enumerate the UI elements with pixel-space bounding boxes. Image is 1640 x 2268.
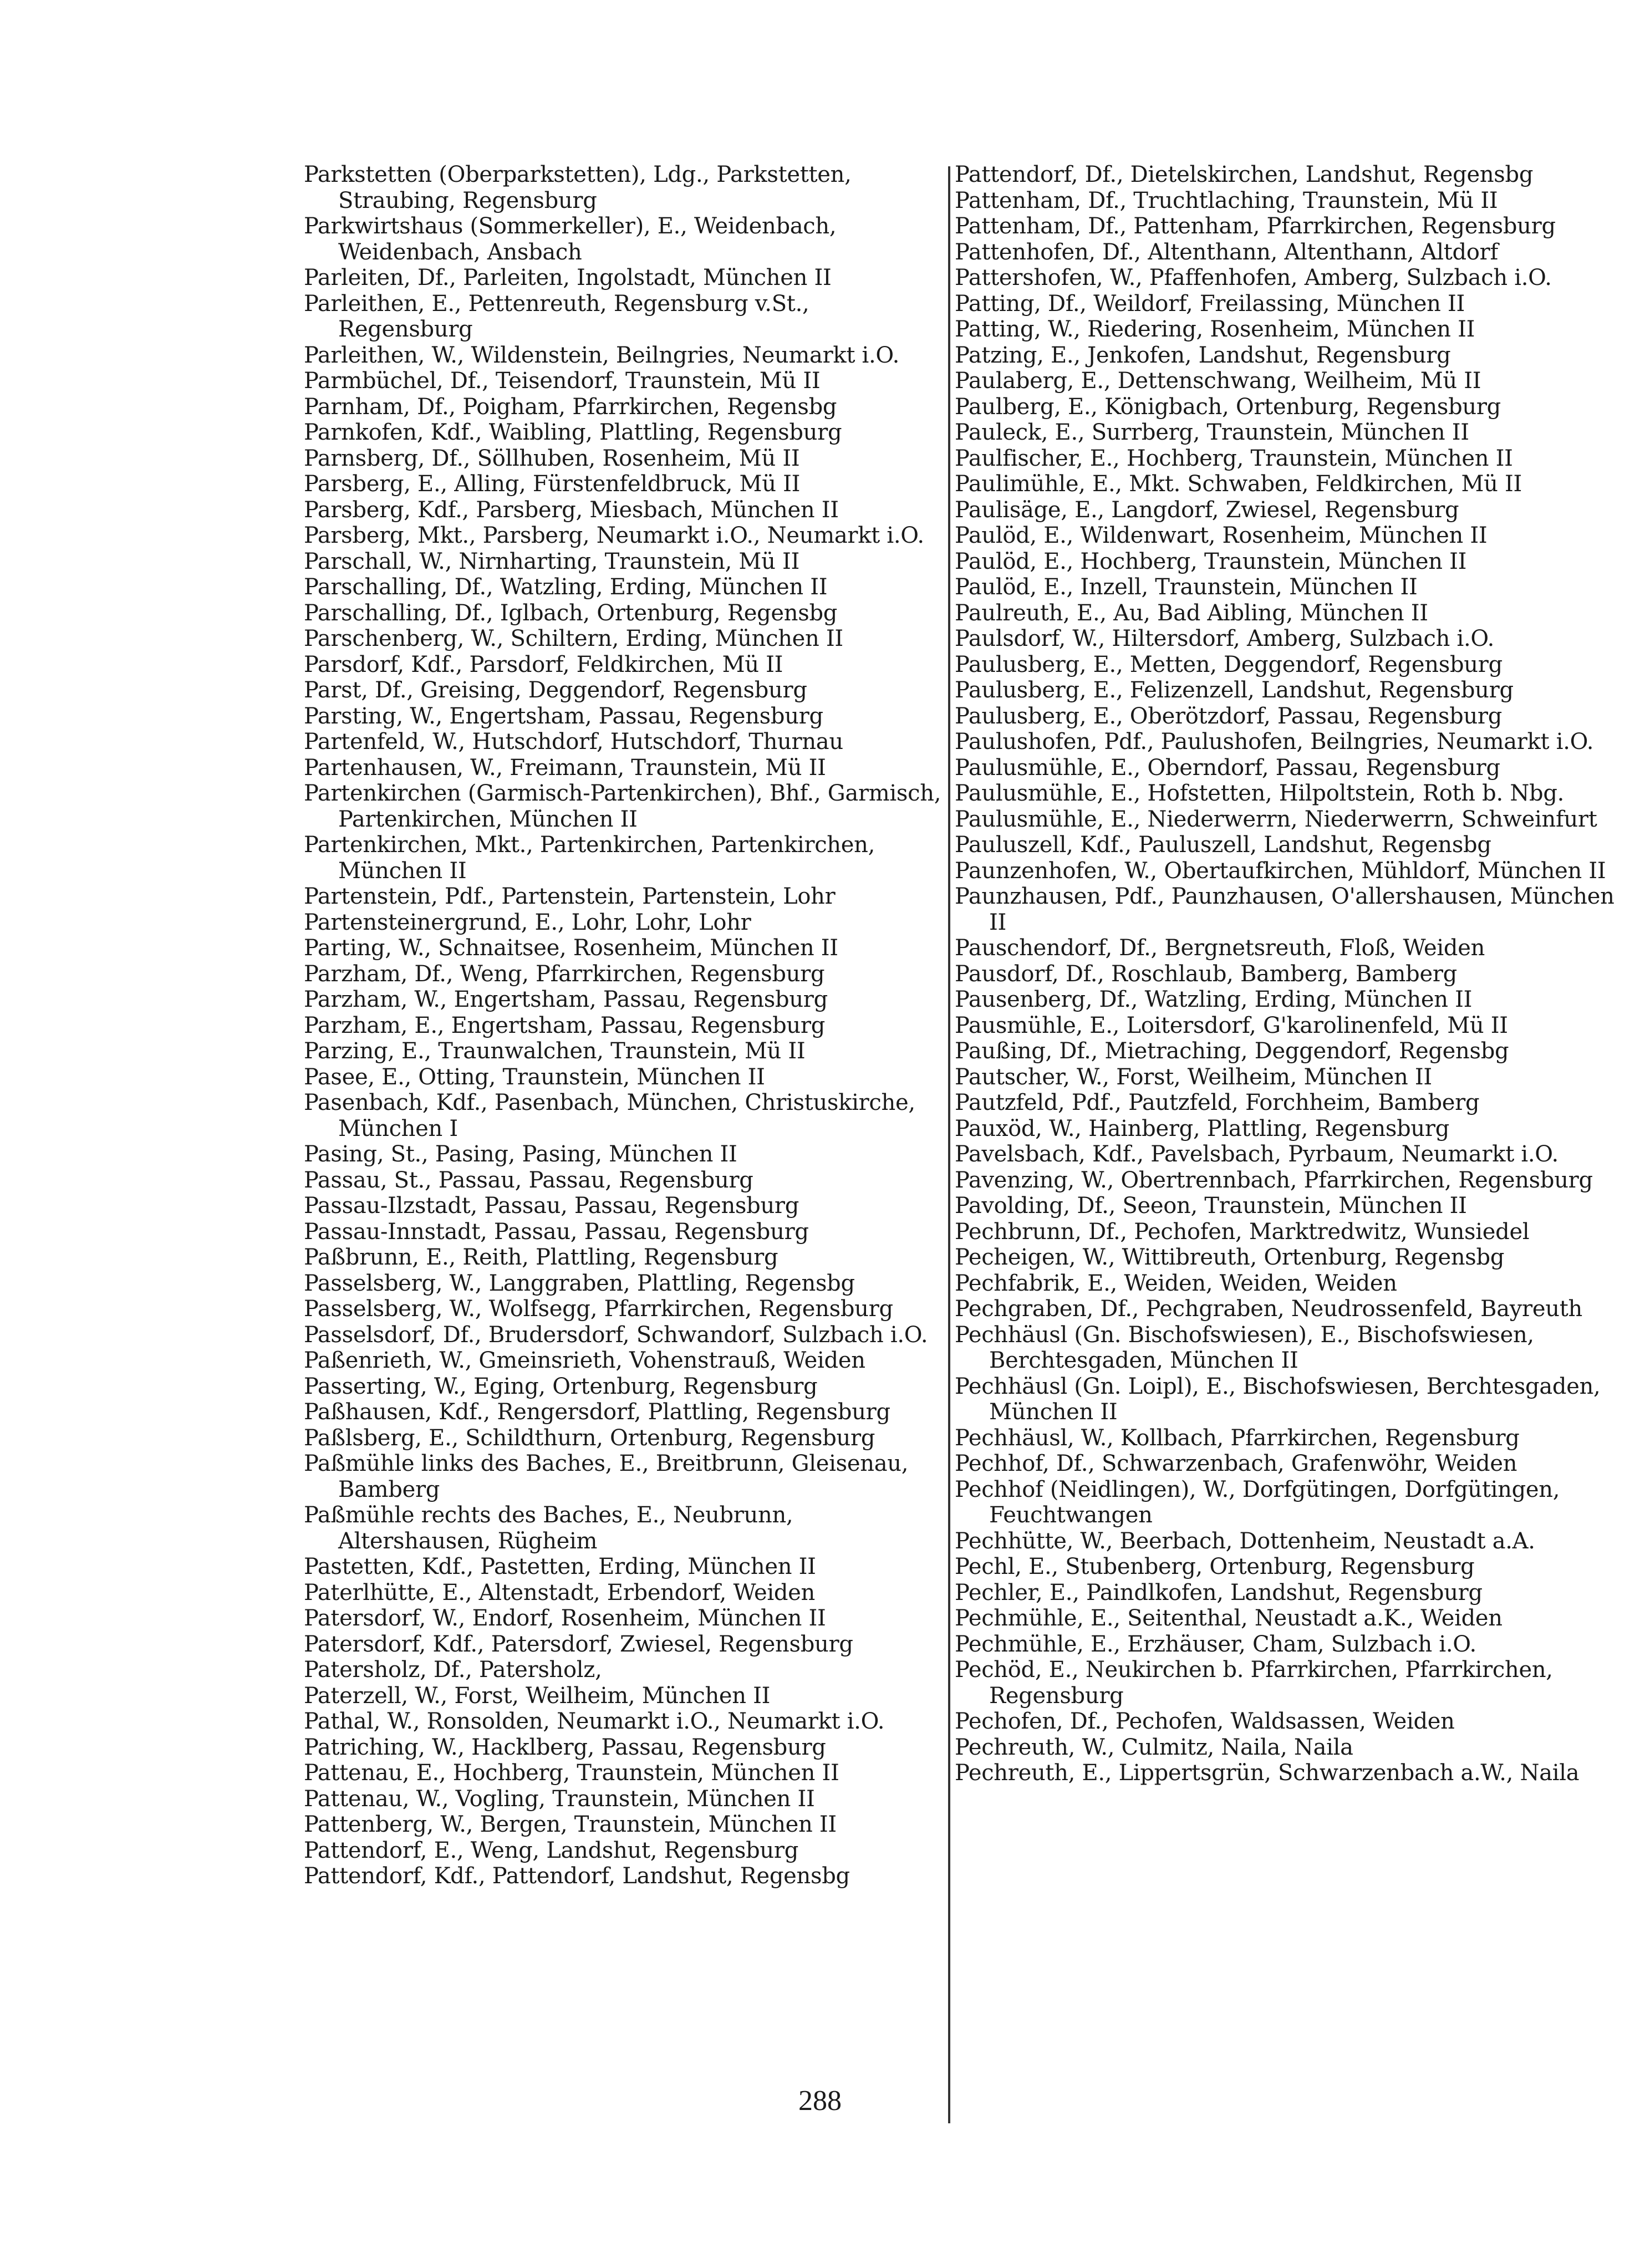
gazetteer-entry: Pechmühle, E., Seitenthal, Neustadt a.K., Weiden <box>955 1606 1503 1631</box>
gazetteer-entry: Patting, Df., Weildorf, Freilassing, München II <box>955 290 1465 317</box>
gazetteer-entry: Pechreuth, W., Culmitz, Naila, Naila <box>955 1734 1353 1760</box>
gazetteer-entry: Partenstein, Pdf., Partenstein, Partenstein, Lohr <box>304 884 836 909</box>
gazetteer-entry: Parnkofen, Kdf., Waibling, Plattling, Regensburg <box>304 420 842 445</box>
gazetteer-entry: Patting, W., Riedering, Rosenheim, München II <box>955 317 1475 342</box>
gazetteer-entry: Paulimühle, E., Mkt. Schwaben, Feldkirchen, Mü II <box>955 471 1522 497</box>
gazetteer-entry: Parschall, W., Nirnharting, Traunstein, Mü II <box>304 548 799 574</box>
gazetteer-entry: Paßmühle links des Baches, E., Breitbrunn, Gleisenau, Bamberg <box>304 1451 909 1502</box>
gazetteer-entry: Pasee, E., Otting, Traunstein, München II <box>304 1064 765 1090</box>
gazetteer-entry: Parkstetten (Oberparkstetten), Ldg., Parkstetten, Straubing, Regensburg <box>304 162 852 213</box>
gazetteer-entry: Pechhäusl, W., Kollbach, Pfarrkirchen, Regensburg <box>955 1425 1520 1451</box>
gazetteer-entry: Pautscher, W., Forst, Weilheim, München II <box>955 1064 1432 1090</box>
gazetteer-entry: Paßmühle rechts des Baches, E., Neubrunn, Altershausen, Rügheim <box>304 1502 793 1554</box>
gazetteer-entry: Paulushofen, Pdf., Paulushofen, Beilngries, Neumarkt i.O. <box>955 729 1594 755</box>
gazetteer-entry: Parleithen, W., Wildenstein, Beilngries, Neumarkt i.O. <box>304 342 899 368</box>
gazetteer-entry: Parkwirtshaus (Sommerkeller), E., Weidenbach, Weidenbach, Ansbach <box>304 213 837 265</box>
gazetteer-entry: Partenkirchen (Garmisch-Partenkirchen), Bhf., Garmisch, Partenkirchen, München II <box>304 781 941 832</box>
gazetteer-entry: Pattendorf, E., Weng, Landshut, Regensburg <box>304 1837 799 1863</box>
gazetteer-entry: Partensteinergrund, E., Lohr, Lohr, Lohr <box>304 909 751 935</box>
gazetteer-entry: Pauxöd, W., Hainberg, Plattling, Regensburg <box>955 1115 1450 1141</box>
gazetteer-entry: Pavolding, Df., Seeon, Traunstein, München II <box>955 1193 1467 1219</box>
gazetteer-entry: Pechmühle, E., Erzhäuser, Cham, Sulzbach i.O. <box>955 1631 1476 1657</box>
gazetteer-entry: Pattenham, Df., Pattenham, Pfarrkirchen, Regensburg <box>955 213 1556 239</box>
gazetteer-entry: Parsberg, Kdf., Parsberg, Miesbach, München II <box>304 497 839 523</box>
gazetteer-entry: Pechgraben, Df., Pechgraben, Neudrossenfeld, Bayreuth <box>955 1296 1582 1322</box>
gazetteer-entry: Patriching, W., Hacklberg, Passau, Regensburg <box>304 1734 826 1760</box>
gazetteer-entry: Paulöd, E., Hochberg, Traunstein, München II <box>955 548 1467 574</box>
gazetteer-entry: Pavenzing, W., Obertrennbach, Pfarrkirchen, Regensburg <box>955 1167 1593 1193</box>
gazetteer-entry: Paulöd, E., Inzell, Traunstein, München II <box>955 574 1418 600</box>
gazetteer-entry: Parst, Df., Greising, Deggendorf, Regensburg <box>304 677 807 703</box>
gazetteer-entry: Parzham, E., Engertsham, Passau, Regensburg <box>304 1012 826 1038</box>
gazetteer-entry: Pechl, E., Stubenberg, Ortenburg, Regensburg <box>955 1554 1475 1579</box>
gazetteer-entry: Pechhütte, W., Beerbach, Dottenheim, Neustadt a.A. <box>955 1528 1535 1554</box>
gazetteer-entry: Pechler, E., Paindlkofen, Landshut, Regensburg <box>955 1579 1483 1606</box>
gazetteer-entry: Parsberg, E., Alling, Fürstenfeldbruck, Mü II <box>304 471 801 497</box>
gazetteer-entry: Passau, St., Passau, Passau, Regensburg <box>304 1167 753 1193</box>
gazetteer-entry: Paulberg, E., Königbach, Ortenburg, Regensburg <box>955 394 1501 420</box>
gazetteer-entry: Pattershofen, W., Pfaffenhofen, Amberg, Sulzbach i.O. <box>955 265 1552 290</box>
gazetteer-entry: Parsberg, Mkt., Parsberg, Neumarkt i.O., Neumarkt i.O. <box>304 523 924 548</box>
gazetteer-entry: Pechhäusl (Gn. Bischofswiesen), E., Bischofswiesen, Berchtesgaden, München II <box>955 1322 1534 1373</box>
gazetteer-entry: Paulusberg, E., Felizenzell, Landshut, Regensburg <box>955 677 1514 703</box>
gazetteer-entry: Pechfabrik, E., Weiden, Weiden, Weiden <box>955 1270 1397 1296</box>
gazetteer-entry: Pattenau, W., Vogling, Traunstein, München II <box>304 1786 815 1812</box>
gazetteer-entry: Passelsberg, W., Wolfsegg, Pfarrkirchen, Regensburg <box>304 1296 893 1322</box>
gazetteer-entry: Parleiten, Df., Parleiten, Ingolstadt, München II <box>304 265 832 290</box>
right-column <box>955 162 1626 1786</box>
gazetteer-entry: Paulisäge, E., Langdorf, Zwiesel, Regensburg <box>955 497 1459 523</box>
gazetteer-entry: Parschalling, Df., Iglbach, Ortenburg, Regensbg <box>304 600 838 626</box>
gazetteer-entry: Pauluszell, Kdf., Pauluszell, Landshut, Regensbg <box>955 832 1491 858</box>
gazetteer-entry: Pautzfeld, Pdf., Pautzfeld, Forchheim, Bamberg <box>955 1090 1480 1115</box>
gazetteer-entry: Pastetten, Kdf., Pastetten, Erding, München II <box>304 1554 816 1579</box>
gazetteer-entry: Paulusberg, E., Oberötzdorf, Passau, Regensburg <box>955 703 1503 729</box>
gazetteer-entry: Paußing, Df., Mietraching, Deggendorf, Regensbg <box>955 1038 1509 1064</box>
gazetteer-entry: Pechhof, Df., Schwarzenbach, Grafenwöhr, Weiden <box>955 1451 1517 1476</box>
gazetteer-entry: Pausmühle, E., Loitersdorf, G'karolinenfeld, Mü II <box>955 1012 1508 1038</box>
gazetteer-entry: Parnsberg, Df., Söllhuben, Rosenheim, Mü II <box>304 445 800 471</box>
gazetteer-entry: Pattendorf, Df., Dietelskirchen, Landshut, Regensbg <box>955 162 1534 187</box>
gazetteer-entry: Partenhausen, W., Freimann, Traunstein, Mü II <box>304 755 826 781</box>
gazetteer-entry: Parting, W., Schnaitsee, Rosenheim, München II <box>304 935 838 961</box>
gazetteer-entry: Paterzell, W., Forst, Weilheim, München II <box>304 1683 771 1709</box>
gazetteer-entry: Parleithen, E., Pettenreuth, Regensburg v.St., Regensburg <box>304 290 809 342</box>
gazetteer-entry: Paßenrieth, W., Gmeinsrieth, Vohenstrauß, Weiden <box>304 1348 865 1373</box>
gazetteer-entry: Paunzenhofen, W., Obertaufkirchen, Mühldorf, München II <box>955 858 1606 884</box>
gazetteer-entry: Paulusmühle, E., Oberndorf, Passau, Regensburg <box>955 755 1500 781</box>
gazetteer-entry: Partenfeld, W., Hutschdorf, Hutschdorf, Thurnau <box>304 729 843 755</box>
gazetteer-entry: Parsting, W., Engertsham, Passau, Regensburg <box>304 703 823 729</box>
gazetteer-entry: Paunzhausen, Pdf., Paunzhausen, O'allershausen, München II <box>955 884 1614 935</box>
gazetteer-entry: Paterlhütte, E., Altenstadt, Erbendorf, Weiden <box>304 1579 816 1606</box>
gazetteer-entry: Pecheigen, W., Wittibreuth, Ortenburg, Regensbg <box>955 1245 1505 1270</box>
gazetteer-entry: Parnham, Df., Poigham, Pfarrkirchen, Regensbg <box>304 394 837 420</box>
gazetteer-entry: Pasing, St., Pasing, Pasing, München II <box>304 1141 737 1167</box>
gazetteer-entry: Passerting, W., Eging, Ortenburg, Regensburg <box>304 1373 818 1399</box>
gazetteer-entry: Pechreuth, E., Lippertsgrün, Schwarzenbach a.W., Naila <box>955 1760 1580 1786</box>
gazetteer-entry: Paulusberg, E., Metten, Deggendorf, Regensburg <box>955 651 1503 677</box>
gazetteer-entry: Paßlsberg, E., Schildthurn, Ortenburg, Regensburg <box>304 1425 875 1451</box>
gazetteer-entry: Paulusmühle, E., Niederwerrn, Niederwerrn, Schweinfurt <box>955 806 1597 832</box>
gazetteer-entry: Parschalling, Df., Watzling, Erding, München II <box>304 574 828 600</box>
gazetteer-entry: Parsdorf, Kdf., Parsdorf, Feldkirchen, Mü II <box>304 651 783 677</box>
gazetteer-entry: Pechofen, Df., Pechofen, Waldsassen, Weiden <box>955 1709 1455 1734</box>
column-divider <box>948 166 950 2123</box>
gazetteer-entry: Partenkirchen, Mkt., Partenkirchen, Partenkirchen, München II <box>304 832 875 884</box>
gazetteer-entry: Passau-Ilzstadt, Passau, Passau, Regensburg <box>304 1193 799 1219</box>
gazetteer-entry: Pauleck, E., Surrberg, Traunstein, München II <box>955 420 1469 445</box>
gazetteer-entry: Pasenbach, Kdf., Pasenbach, München, Christuskirche, München I <box>304 1090 915 1141</box>
gazetteer-entry: Paulsdorf, W., Hiltersdorf, Amberg, Sulzbach i.O. <box>955 626 1494 651</box>
gazetteer-entry: Pechbrunn, Df., Pechofen, Marktredwitz, Wunsiedel <box>955 1219 1530 1245</box>
gazetteer-entry: Paulöd, E., Wildenwart, Rosenheim, München II <box>955 523 1488 548</box>
gazetteer-entry: Pattenhofen, Df., Altenthann, Altenthann, Altdorf <box>955 239 1498 265</box>
gazetteer-entry: Passau-Innstadt, Passau, Passau, Regensburg <box>304 1219 809 1245</box>
gazetteer-entry: Patersholz, Df., Patersholz, <box>304 1657 602 1683</box>
gazetteer-entry: Parzing, E., Traunwalchen, Traunstein, Mü II <box>304 1038 806 1064</box>
gazetteer-entry: Paulaberg, E., Dettenschwang, Weilheim, Mü II <box>955 368 1481 394</box>
gazetteer-entry: Paßhausen, Kdf., Rengersdorf, Plattling, Regensburg <box>304 1399 890 1425</box>
gazetteer-entry: Passelsdorf, Df., Brudersdorf, Schwandorf, Sulzbach i.O. <box>304 1322 928 1348</box>
gazetteer-entry: Pavelsbach, Kdf., Pavelsbach, Pyrbaum, Neumarkt i.O. <box>955 1141 1558 1167</box>
gazetteer-entry: Pattenau, E., Hochberg, Traunstein, München II <box>304 1760 839 1786</box>
gazetteer-entry: Parzham, W., Engertsham, Passau, Regensburg <box>304 987 828 1012</box>
gazetteer-entry: Passelsberg, W., Langgraben, Plattling, Regensbg <box>304 1270 855 1296</box>
gazetteer-entry: Paßbrunn, E., Reith, Plattling, Regensburg <box>304 1245 778 1270</box>
gazetteer-entry: Pattenberg, W., Bergen, Traunstein, München II <box>304 1812 837 1837</box>
gazetteer-entry: Pausdorf, Df., Roschlaub, Bamberg, Bamberg <box>955 961 1457 987</box>
gazetteer-entry: Patersdorf, W., Endorf, Rosenheim, München II <box>304 1606 826 1631</box>
gazetteer-entry: Patzing, E., Jenkofen, Landshut, Regensburg <box>955 342 1451 368</box>
gazetteer-entry: Paulreuth, E., Au, Bad Aibling, München II <box>955 600 1428 626</box>
left-column <box>304 162 941 1889</box>
gazetteer-entry: Pattenham, Df., Truchtlaching, Traunstein, Mü II <box>955 187 1498 213</box>
gazetteer-entry: Pechhäusl (Gn. Loipl), E., Bischofswiesen, Berchtesgaden, München II <box>955 1373 1601 1425</box>
gazetteer-entry: Pechhof (Neidlingen), W., Dorfgütingen, Dorfgütingen, Feuchtwangen <box>955 1476 1560 1528</box>
gazetteer-entry: Patersdorf, Kdf., Patersdorf, Zwiesel, Regensburg <box>304 1631 853 1657</box>
gazetteer-entry: Pattendorf, Kdf., Pattendorf, Landshut, Regensbg <box>304 1863 850 1889</box>
gazetteer-entry: Paulfischer, E., Hochberg, Traunstein, München II <box>955 445 1513 471</box>
gazetteer-entry: Parzham, Df., Weng, Pfarrkirchen, Regensburg <box>304 961 825 987</box>
gazetteer-entry: Pauschendorf, Df., Bergnetsreuth, Floß, Weiden <box>955 935 1485 961</box>
gazetteer-entry: Paulusmühle, E., Hofstetten, Hilpoltstein, Roth b. Nbg. <box>955 781 1565 806</box>
gazetteer-entry: Pechöd, E., Neukirchen b. Pfarrkirchen, Pfarrkirchen, Regensburg <box>955 1657 1553 1709</box>
gazetteer-entry: Pausenberg, Df., Watzling, Erding, München II <box>955 987 1473 1012</box>
gazetteer-entry: Parschenberg, W., Schiltern, Erding, München II <box>304 626 843 651</box>
gazetteer-entry: Pathal, W., Ronsolden, Neumarkt i.O., Neumarkt i.O. <box>304 1709 885 1734</box>
gazetteer-entry: Parmbüchel, Df., Teisendorf, Traunstein, Mü II <box>304 368 821 394</box>
page-number: 288 <box>798 2085 842 2117</box>
